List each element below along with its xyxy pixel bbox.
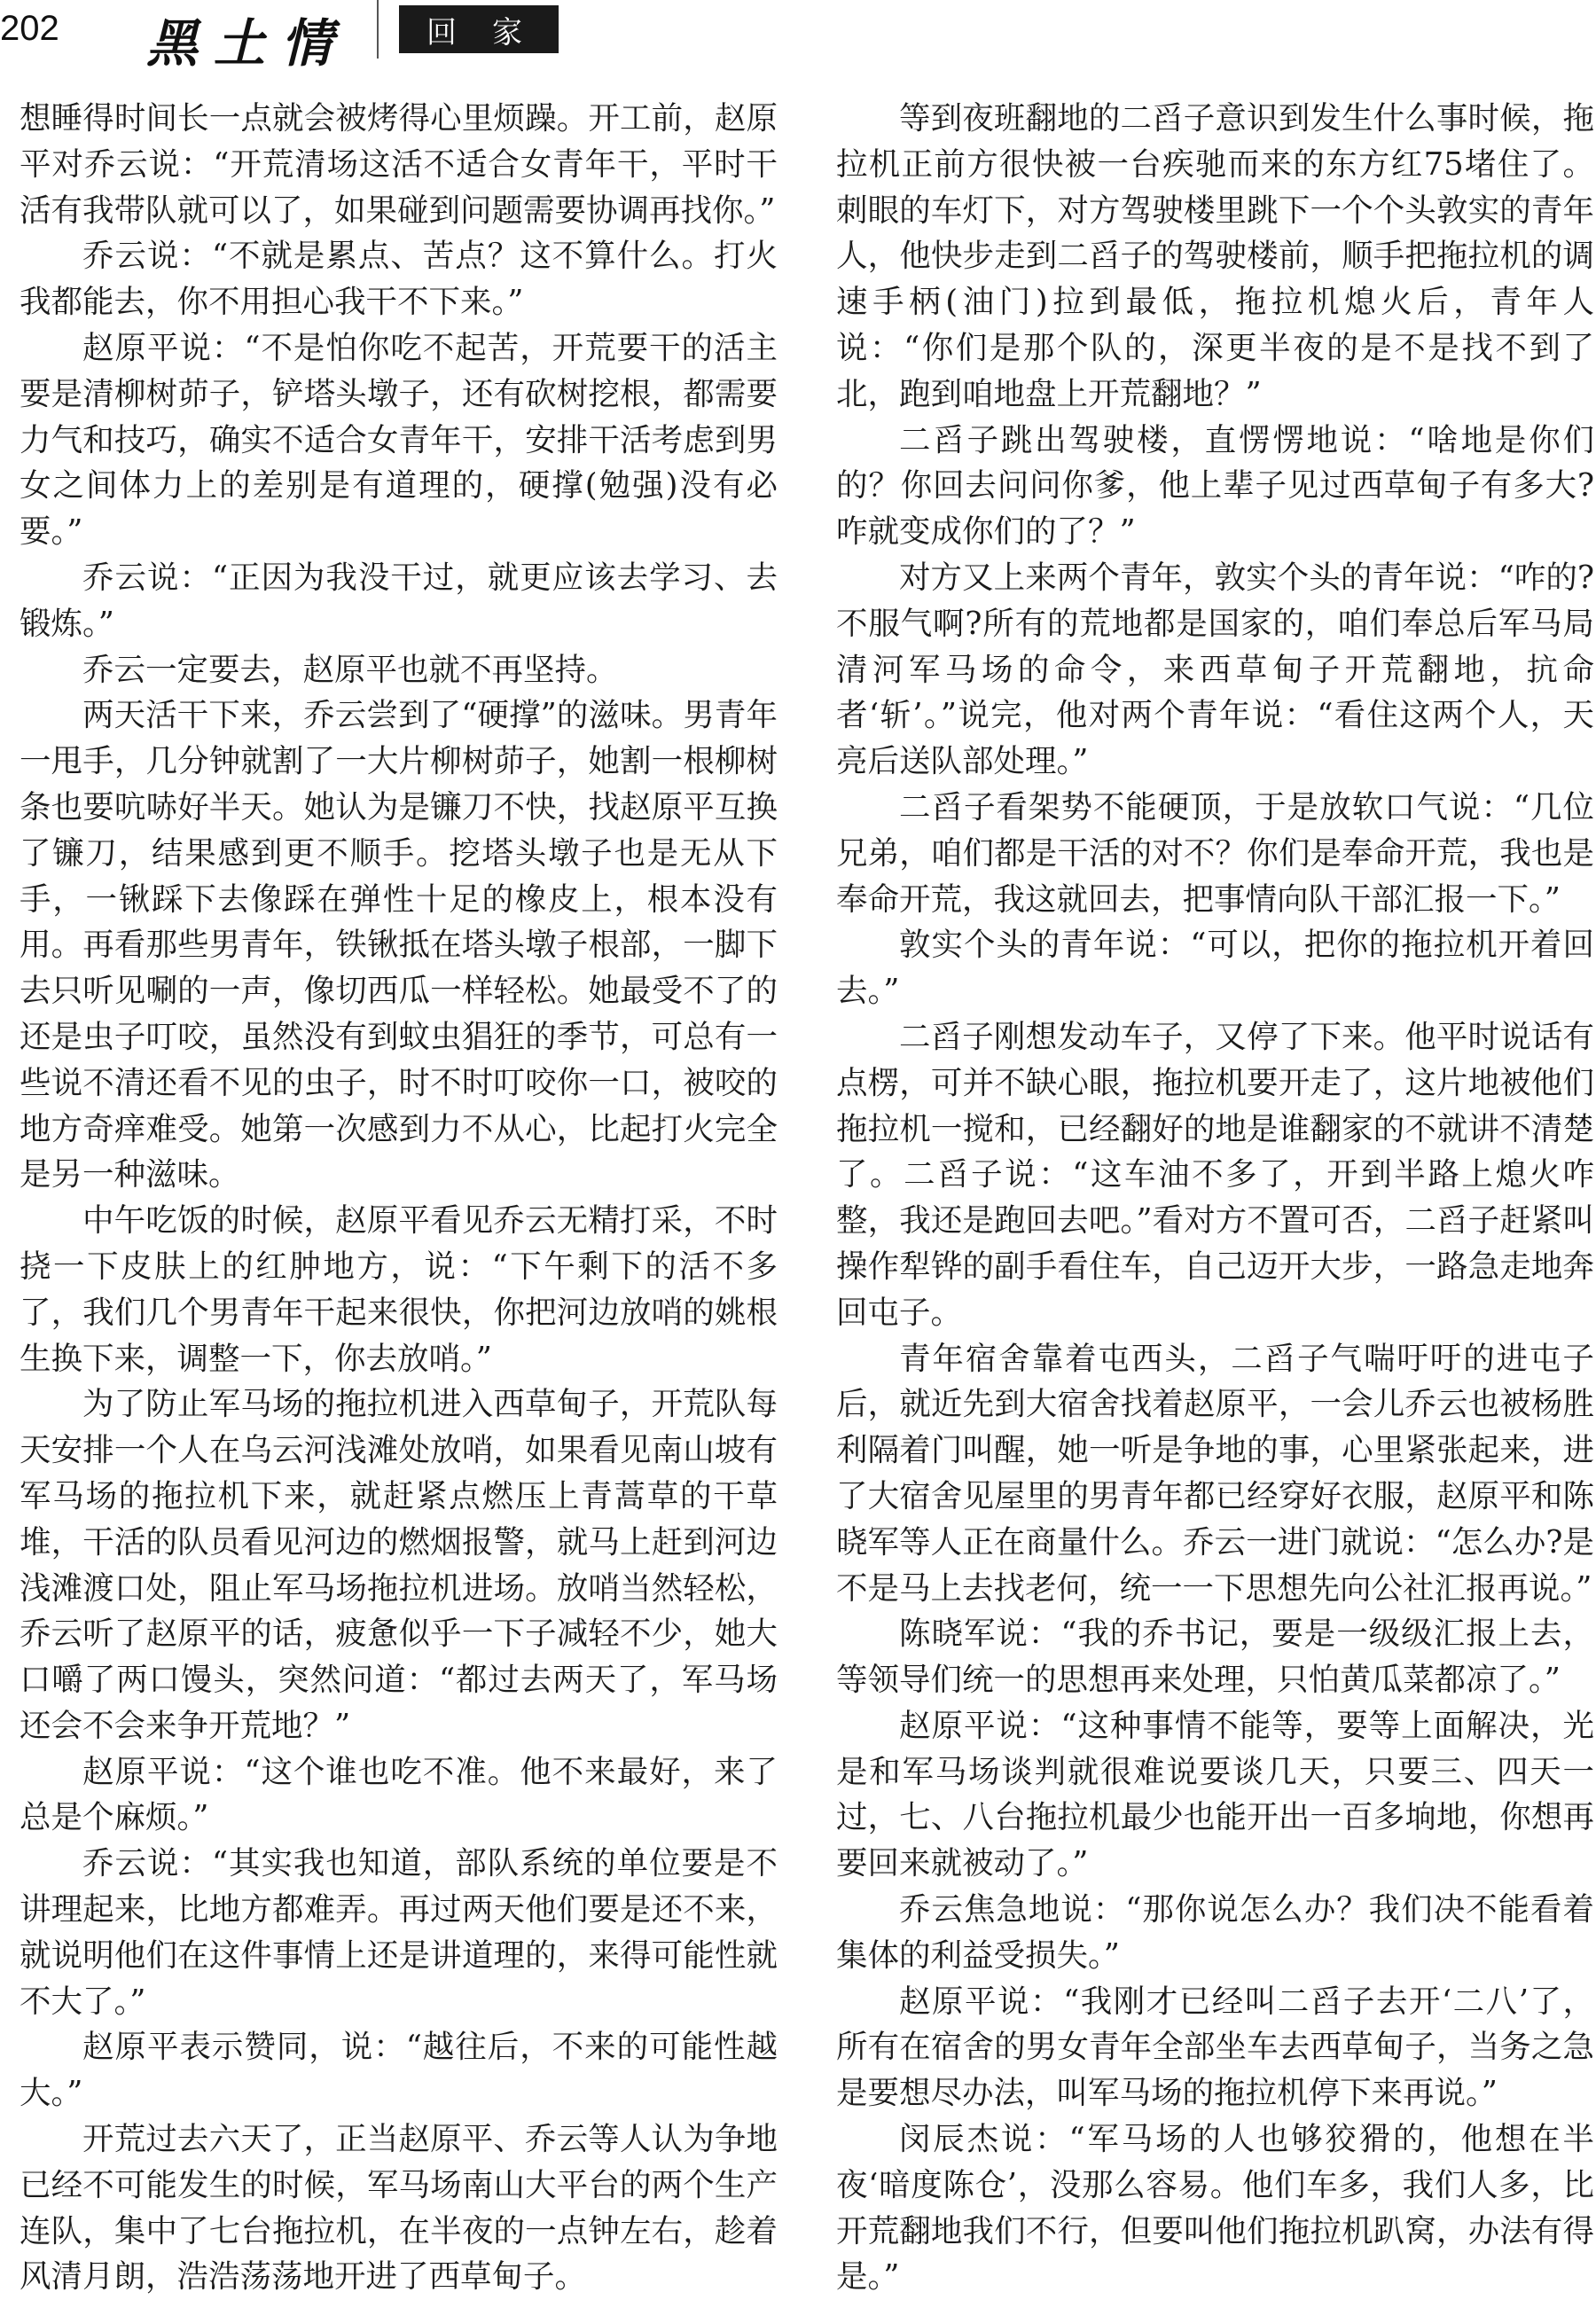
paragraph: 闵辰杰说：“军马场的人也够狡猾的，他想在半夜‘暗度陈仓’，没那么容易。他们车多，我们人多，比开荒翻地我们不行，但要叫他们拖拉机趴窝，办法有得是。” [836,2121,1594,2296]
page-header [0,0,1596,74]
page-number: 202 [0,9,59,48]
paragraph: 中午吃饭的时候，赵原平看见乔云无精打采，不时挠一下皮肤上的红肿地方，说：“下午剩下的活不多了，我们几个男青年干起来很快，你把河边放哨的姚根生换下来，调整一下，你去放哨。” [20,1202,778,1377]
paragraph: 陈晓军说：“我的乔书记，要是一级级汇报上去，等领导们统一的思想再来处理，只怕黄瓜菜都凉了。” [836,1615,1594,1699]
magazine-title: 黑土情 [146,13,349,74]
paragraph: 青年宿舍靠着屯西头，二舀子气喘吁吁的进屯子后，就近先到大宿舍找着赵原平，一会儿乔云也被杨胜利隔着门叫醒，她一听是争地的事，心里紧张起来，进了大宿舍见屋里的男青年都已经穿好衣服，赵原平和陈晓军等人正在商量什么。乔云一进门就说：“怎么办?是不是马上去找老何，统一一下思想先向公社汇报再说。” [836,1340,1594,1607]
paragraph: 为了防止军马场的拖拉机进入西草甸子，开荒队每天安排一个人在乌云河浅滩处放哨，如果看见南山坡有军马场的拖拉机下来，就赶紧点燃压上青蒿草的干草堆，干活的队员看见河边的燃烟报警，就马上赶到河边浅滩渡口处，阻止军马场拖拉机进场。放哨当然轻松，乔云听了赵原平的话，疲惫似乎一下子减轻不少，她大口嚼了两口馒头，突然问道：“都过去两天了，军马场还会不会来争开荒地？” [20,1386,778,1744]
paragraph: 赵原平说：“这个谁也吃不准。他不来最好，来了总是个麻烦。” [20,1753,778,1836]
paragraph: 赵原平说：“我刚才已经叫二舀子去开‘二八’了，所有在宿舍的男女青年全部坐车去西草甸子，当务之急是要想尽办法，叫军马场的拖拉机停下来再说。” [836,1983,1594,2112]
section-badge: 回家 [399,5,559,53]
paragraph: 赵原平说：“这种事情不能等，要等上面解决，光是和军马场谈判就很难说要谈几天，只要三、四天一过，七、八台拖拉机最少也能开出一百多垧地，你想再要回来就被动了。” [836,1707,1594,1882]
paragraph: 两天活干下来，乔云尝到了“硬撑”的滋味。男青年一甩手，几分钟就割了一大片柳树茆子，她割一根柳树条也要吭哧好半天。她认为是镰刀不快，找赵原平互换了镰刀，结果感到更不顺手。挖塔头墩子也是无从下手，一锹踩下去像踩在弹性十足的橡皮上，根本没有用。再看那些男青年，铁锹抵在塔头墩子根部，一脚下去只听见唰的一声，像切西瓜一样轻松。她最受不了的还是虫子叮咬，虽然没有到蚊虫猖狂的季节，可总有一些说不清还看不见的虫子，时不时叮咬你一口，被咬的地方奇痒难受。她第一次感到力不从心，比起打火完全是另一种滋味。 [20,697,778,1193]
paragraph: 乔云说：“正因为我没干过，就更应该去学习、去锻炼。” [20,559,778,642]
paragraph: 赵原平说：“不是怕你吃不起苦，开荒要干的活主要是清柳树茆子，铲塔头墩子，还有砍树挖根，都需要力气和技巧，确实不适合女青年干，安排干活考虑到男女之间体力上的差别是有道理的，硬撑(勉强)没有必要。” [20,329,778,551]
paragraph: 敦实个头的青年说：“可以，把你的拖拉机开着回去。” [836,927,1594,1010]
paragraph: 开荒过去六天了，正当赵原平、乔云等人认为争地已经不可能发生的时候，军马场南山大平台的两个生产连队，集中了七台拖拉机，在半夜的一点钟左右，趁着风清月朗，浩浩荡荡地开进了西草甸子。 [20,2121,778,2296]
right-column [836,96,1594,2300]
paragraph: 乔云说：“其实我也知道，部队系统的单位要是不讲理起来，比地方都难弄。再过两天他们要是还不来，就说明他们在这件事情上还是讲道理的，来得可能性就不大了。” [20,1845,778,2020]
paragraph: 乔云焦急地说：“那你说怎么办？我们决不能看着集体的利益受损失。” [836,1891,1594,1974]
paragraph: 赵原平表示赞同，说：“越往后，不来的可能性越大。” [20,2029,778,2112]
header-divider [377,0,379,59]
paragraph: 乔云说：“不就是累点、苦点？这不算什么。打火我都能去，你不用担心我干不下来。” [20,238,778,321]
paragraph: 对方又上来两个青年，敦实个头的青年说：“咋的?不服气啊?所有的荒地都是国家的，咱们奉总后军马局清河军马场的命令，来西草甸子开荒翻地，抗命者‘斩’。”说完，他对两个青年说：“看住这两个人，天亮后送队部处理。” [836,559,1594,780]
paragraph: 想睡得时间长一点就会被烤得心里烦躁。开工前，赵原平对乔云说：“开荒清场这活不适合女青年干，平时干活有我带队就可以了，如果碰到问题需要协调再找你。” [20,100,778,229]
paragraph: 乔云一定要去，赵原平也就不再坚持。 [82,651,618,688]
paragraph: 二舀子跳出驾驶楼，直愣愣地说：“啥地是你们的？你回去问问你爹，他上辈子见过西草甸子有多大?咋就变成你们的了？” [836,421,1594,551]
left-column [20,96,778,2300]
paragraph: 二舀子刚想发动车子，又停了下来。他平时说话有点楞，可并不缺心眼，拖拉机要开走了，这片地被他们拖拉机一搅和，已经翻好的地是谁翻家的不就讲不清楚了。二舀子说：“这车油不多了，开到半路上熄火咋整，我还是跑回去吧。”看对方不置可否，二舀子赶紧叫操作犁铧的副手看住车，自己迈开大步，一路急走地奔回屯子。 [836,1018,1594,1331]
paragraph: 等到夜班翻地的二舀子意识到发生什么事时候，拖拉机正前方很快被一台疾驰而来的东方红75堵住了。刺眼的车灯下，对方驾驶楼里跳下一个个头敦实的青年人，他快步走到二舀子的驾驶楼前，顺手把拖拉机的调速手柄(油门)拉到最低，拖拉机熄火后，青年人说：“你们是那个队的，深更半夜的是不是找不到了北，跑到咱地盘上开荒翻地？” [836,100,1594,412]
paragraph: 二舀子看架势不能硬顶，于是放软口气说：“几位兄弟，咱们都是干活的对不？你们是奉命开荒，我也是奉命开荒，我这就回去，把事情向队干部汇报一下。” [836,788,1594,918]
